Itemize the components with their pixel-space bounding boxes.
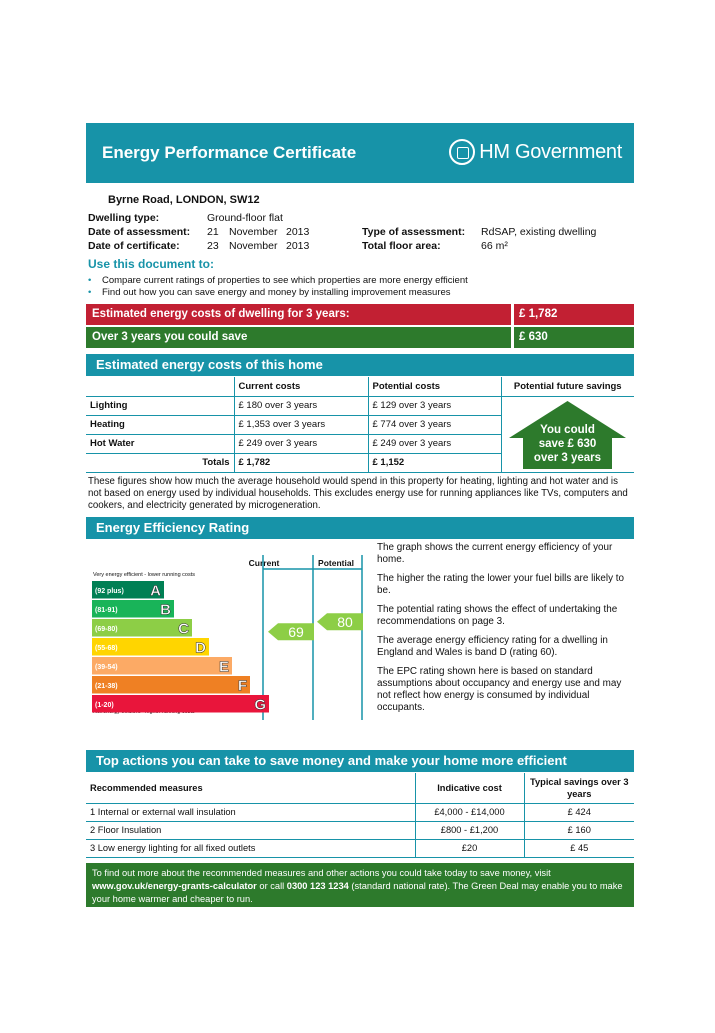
eer-col-current: Current: [248, 558, 280, 568]
actions-table: [86, 773, 634, 858]
date-certificate-day: 23: [207, 240, 219, 252]
savings-label: Over 3 years you could save: [92, 331, 248, 343]
savings-arrow-line2: save £ 630: [538, 438, 597, 450]
royal-crest-icon: [449, 139, 475, 165]
hm-government-logo: [449, 139, 622, 165]
certificate-header: [86, 123, 634, 183]
page-title: Energy Performance Certificate: [102, 143, 357, 162]
eer-section-title: Energy Efficiency Rating: [86, 517, 634, 539]
table-row: 1 Internal or external wall insulation £4,000 - £14,000 £ 424: [86, 803, 634, 821]
eer-band-letter: F: [237, 677, 247, 695]
eer-band-range: (55-68): [95, 645, 118, 652]
footer-phone: 0300 123 1234: [286, 881, 349, 891]
eer-current-value: 69: [288, 623, 304, 640]
eer-band-range: (39-54): [95, 664, 118, 671]
government-name: HM Government: [479, 140, 622, 163]
table-header: [86, 377, 234, 396]
totals-row: Totals £ 1,782 £ 1,152: [86, 453, 634, 472]
dwelling-type-value: Ground-floor flat: [207, 212, 283, 224]
date-assessment-month: November: [229, 226, 278, 238]
eer-band-letter: D: [195, 639, 206, 657]
date-certificate-label: Date of certificate:: [88, 240, 180, 252]
eer-band-letter: B: [160, 601, 171, 619]
eer-text-paragraph: The EPC rating shown here is based on standard assumptions about occupancy and energy use and may not reflect how energy is consumed by individual occupants.: [377, 666, 622, 713]
date-assessment-label: Date of assessment:: [88, 226, 191, 238]
footer-text: (standard national rate). The Green Deal may enable you to make your home warmer and cheaper to run.: [92, 881, 623, 904]
table-row: 3 Low energy lighting for all fixed outlets £20 £ 45: [86, 839, 634, 857]
footer-link[interactable]: www.gov.uk/energy-grants-calculator: [92, 881, 257, 891]
estimated-costs-label: Estimated energy costs of dwelling for 3 years:: [92, 308, 350, 320]
eer-band-g: [92, 695, 269, 713]
eer-text-paragraph: The higher the rating the lower your fuel bills are likely to be.: [377, 573, 625, 596]
floor-area-value: 66 m²: [481, 240, 508, 252]
table-row: 2 Floor Insulation £800 - £1,200 £ 160: [86, 821, 634, 839]
list-item: • Find out how you can save energy and money by installing improvement measures: [88, 287, 468, 299]
savings-arrow-line1: You could: [540, 424, 595, 436]
footer-info: [86, 863, 634, 907]
savings-arrow-icon: [509, 401, 626, 469]
eer-text-paragraph: The potential rating shows the effect of undertaking the recommendations on page 3.: [377, 604, 618, 627]
eer-band-letter: C: [178, 620, 189, 638]
floor-area-label: Total floor area:: [362, 240, 441, 252]
table-header: Potential costs: [368, 377, 501, 396]
eer-col-potential: Potential: [318, 558, 354, 568]
table-header: Potential future savings: [501, 377, 634, 396]
costs-note: These figures show how much the average household would spend in this property for heating, lighting and hot water and is not based on energy used by individual households. This excludes energy use for running appliances like TVs, computers and cookers, and electricity generated by microgeneration.: [88, 476, 628, 511]
table-row: Lighting £ 180 over 3 years £ 129 over 3 years: [86, 396, 634, 415]
table-row: Hot Water £ 249 over 3 years £ 249 over 3 years: [86, 434, 634, 453]
footer-text: or call: [256, 881, 287, 891]
costs-section-title: Estimated energy costs of this home: [86, 354, 634, 376]
savings-arrow-line3: over 3 years: [533, 452, 602, 464]
table-header: Indicative cost: [415, 773, 524, 803]
dwelling-type-label: Dwelling type:: [88, 212, 160, 224]
eer-graph: [86, 555, 373, 720]
date-assessment-year: 2013: [286, 226, 310, 238]
eer-explanation: [377, 542, 635, 721]
eer-band-range: (92 plus): [95, 588, 124, 595]
eer-band-range: (81-91): [95, 607, 118, 614]
table-header: Typical savings over 3 years: [524, 773, 634, 803]
table-header: Current costs: [234, 377, 368, 396]
date-certificate-year: 2013: [286, 240, 310, 252]
footer-text: To find out more about the recommended measures and other actions you could take today to save money, visit: [92, 868, 551, 878]
eer-text-paragraph: The average energy efficiency rating for a dwelling in England and Wales is band D (rating 60).: [377, 635, 608, 658]
use-document-list: [88, 275, 468, 299]
eer-band-range: (21-38): [95, 683, 118, 690]
eer-band-letter: A: [150, 582, 161, 600]
type-assessment-value: RdSAP, existing dwelling: [481, 226, 597, 238]
savings-bar: [86, 327, 634, 348]
eer-band-range: (69-80): [95, 626, 118, 633]
eer-potential-value: 80: [337, 613, 353, 630]
date-assessment-day: 21: [207, 226, 219, 238]
savings-value: £ 630: [519, 331, 548, 343]
date-certificate-month: November: [229, 240, 278, 252]
table-row: Heating £ 1,353 over 3 years £ 774 over 3 years: [86, 415, 634, 434]
type-assessment-label: Type of assessment:: [362, 226, 466, 238]
eer-band-range: (1-20): [95, 702, 114, 709]
list-item: • Compare current ratings of properties to see which properties are more energy efficient: [88, 275, 468, 287]
property-address: Byrne Road, LONDON, SW12: [108, 194, 260, 206]
eer-band-letter: E: [218, 658, 229, 676]
eer-band-letter: G: [254, 696, 266, 714]
actions-section-title: Top actions you can take to save money and make your home more efficient: [86, 750, 634, 772]
use-document-title: Use this document to:: [88, 257, 215, 271]
estimated-costs-value: £ 1,782: [519, 308, 558, 320]
estimated-costs-bar: [86, 304, 634, 325]
table-header: Recommended measures: [86, 773, 415, 803]
eer-top-note: Very energy efficient - lower running costs: [93, 572, 196, 578]
eer-text-paragraph: The graph shows the current energy efficiency of your home.: [377, 542, 613, 565]
